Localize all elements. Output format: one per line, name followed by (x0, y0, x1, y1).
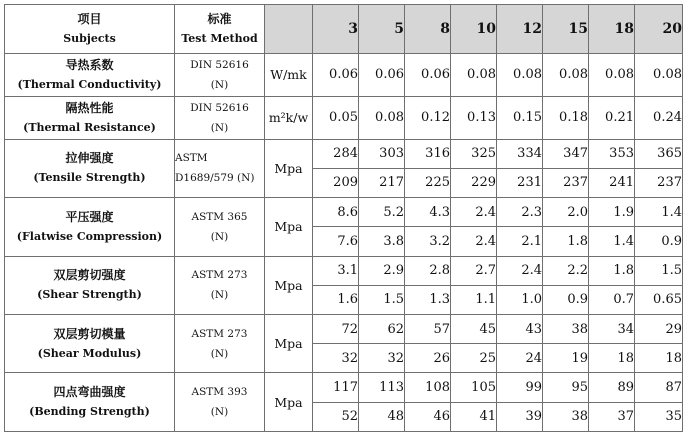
value-cell: 0.06 (405, 54, 451, 97)
value-cell: 0.7 (589, 285, 635, 314)
table-row (5, 96, 683, 139)
subject-en: (Shear Strength) (37, 288, 142, 302)
value-cell: 26 (405, 344, 451, 373)
value-cell: 8.6 (313, 198, 359, 227)
subject-en: (Flatwise Compression) (16, 229, 163, 243)
value-cell: 0.9 (543, 285, 589, 314)
value-cell: 229 (451, 168, 497, 197)
method-line: ASTM 365 (191, 210, 248, 223)
header-method-en: Test Method (181, 32, 258, 46)
value-cell: 217 (359, 168, 405, 197)
method-line: (N) (210, 406, 229, 419)
table-row (5, 54, 683, 97)
method-line: (N) (210, 289, 229, 302)
value-cell: 57 (405, 314, 451, 343)
subject-en: (Thermal Conductivity) (17, 77, 162, 91)
value-cell: 43 (497, 314, 543, 343)
value-cell: 2.7 (451, 256, 497, 285)
value-cell: 48 (359, 402, 405, 431)
value-cell: 72 (313, 314, 359, 343)
value-cell: 39 (497, 402, 543, 431)
value-cell: 1.4 (589, 227, 635, 256)
table-row (5, 256, 683, 285)
subject-zh: 平压强度 (65, 209, 114, 224)
value-cell: 2.1 (497, 227, 543, 256)
value-cell: 353 (589, 139, 635, 168)
value-cell: 0.06 (313, 54, 359, 97)
value-cell: 18 (589, 344, 635, 373)
value-cell: 99 (497, 373, 543, 402)
header-method (175, 5, 265, 54)
value-cell: 303 (359, 139, 405, 168)
value-cell: 0.12 (405, 96, 451, 139)
subject-zh: 双层剪切模量 (53, 326, 126, 341)
value-cell: 237 (543, 168, 589, 197)
value-cell: 37 (589, 402, 635, 431)
header-col: 5 (359, 5, 405, 54)
value-cell: 0.06 (359, 54, 405, 97)
value-cell: 0.65 (635, 285, 683, 314)
value-cell: 87 (635, 373, 683, 402)
header-subject (5, 5, 175, 54)
value-cell: 25 (451, 344, 497, 373)
value-cell: 3.8 (359, 227, 405, 256)
method-line: (N) (210, 121, 229, 134)
unit-cell: W/mk (265, 54, 313, 97)
value-cell: 334 (497, 139, 543, 168)
method-cell (175, 198, 265, 256)
subject-cell (5, 96, 175, 139)
header-col: 12 (497, 5, 543, 54)
subject-zh: 四点弯曲强度 (53, 385, 126, 400)
value-cell: 105 (451, 373, 497, 402)
header-row (5, 5, 683, 54)
value-cell: 24 (497, 344, 543, 373)
value-cell: 3.1 (313, 256, 359, 285)
method-line: ASTM 393 (191, 386, 248, 399)
value-cell: 117 (313, 373, 359, 402)
header-subject-en: Subjects (63, 32, 116, 46)
value-cell: 1.8 (543, 227, 589, 256)
method-cell (175, 373, 265, 432)
value-cell: 0.08 (589, 54, 635, 97)
method-cell (175, 256, 265, 314)
value-cell: 0.05 (313, 96, 359, 139)
subject-en: (Tensile Strength) (33, 171, 146, 185)
value-cell: 1.5 (359, 285, 405, 314)
value-cell: 38 (543, 402, 589, 431)
value-cell: 0.08 (359, 96, 405, 139)
method-cell (175, 314, 265, 372)
value-cell: 347 (543, 139, 589, 168)
value-cell: 0.18 (543, 96, 589, 139)
value-cell: 89 (589, 373, 635, 402)
value-cell: 0.9 (635, 227, 683, 256)
value-cell: 0.08 (451, 54, 497, 97)
subject-cell (5, 373, 175, 432)
value-cell: 0.24 (635, 96, 683, 139)
value-cell: 32 (313, 344, 359, 373)
method-line: ASTM 273 (191, 269, 248, 282)
value-cell: 2.4 (451, 198, 497, 227)
header-col: 20 (635, 5, 683, 54)
value-cell: 325 (451, 139, 497, 168)
value-cell: 0.08 (635, 54, 683, 97)
value-cell: 19 (543, 344, 589, 373)
value-cell: 2.0 (543, 198, 589, 227)
table-row (5, 373, 683, 402)
value-cell: 18 (635, 344, 683, 373)
method-line: D1689/579 (N) (175, 172, 255, 185)
value-cell: 35 (635, 402, 683, 431)
value-cell: 209 (313, 168, 359, 197)
subject-cell (5, 139, 175, 197)
subject-zh: 导热系数 (65, 57, 114, 72)
value-cell: 0.08 (543, 54, 589, 97)
value-cell: 1.0 (497, 285, 543, 314)
method-cell (175, 96, 265, 139)
value-cell: 95 (543, 373, 589, 402)
value-cell: 365 (635, 139, 683, 168)
value-cell: 2.2 (543, 256, 589, 285)
value-cell: 34 (589, 314, 635, 343)
value-cell: 5.2 (359, 198, 405, 227)
subject-cell (5, 54, 175, 97)
value-cell: 1.4 (635, 198, 683, 227)
value-cell: 108 (405, 373, 451, 402)
value-cell: 38 (543, 314, 589, 343)
unit-cell: Mpa (265, 373, 313, 432)
value-cell: 2.4 (497, 256, 543, 285)
value-cell: 0.08 (497, 54, 543, 97)
value-cell: 284 (313, 139, 359, 168)
method-line: ASTM 273 (191, 327, 248, 340)
value-cell: 241 (589, 168, 635, 197)
method-line: ASTM (175, 152, 208, 165)
value-cell: 2.8 (405, 256, 451, 285)
value-cell: 29 (635, 314, 683, 343)
table-row (5, 314, 683, 343)
subject-zh: 双层剪切强度 (53, 268, 126, 283)
table-row (5, 198, 683, 227)
method-line: (N) (210, 230, 229, 243)
unit-cell: Mpa (265, 314, 313, 372)
value-cell: 1.1 (451, 285, 497, 314)
value-cell: 1.6 (313, 285, 359, 314)
value-cell: 231 (497, 168, 543, 197)
value-cell: 0.13 (451, 96, 497, 139)
header-unit-blank (265, 5, 313, 54)
value-cell: 7.6 (313, 227, 359, 256)
subject-en: (Shear Modulus) (37, 346, 142, 360)
value-cell: 225 (405, 168, 451, 197)
value-cell: 45 (451, 314, 497, 343)
value-cell: 2.4 (451, 227, 497, 256)
header-subject-zh: 项目 (77, 12, 102, 27)
method-cell (175, 54, 265, 97)
value-cell: 113 (359, 373, 405, 402)
subject-cell (5, 198, 175, 256)
value-cell: 62 (359, 314, 405, 343)
header-col: 18 (589, 5, 635, 54)
value-cell: 237 (635, 168, 683, 197)
unit-cell: Mpa (265, 139, 313, 197)
header-col: 8 (405, 5, 451, 54)
header-col: 10 (451, 5, 497, 54)
value-cell: 52 (313, 402, 359, 431)
value-cell: 1.8 (589, 256, 635, 285)
method-line: (N) (210, 78, 229, 91)
unit-cell: Mpa (265, 256, 313, 314)
value-cell: 2.3 (497, 198, 543, 227)
value-cell: 46 (405, 402, 451, 431)
value-cell: 41 (451, 402, 497, 431)
value-cell: 32 (359, 344, 405, 373)
value-cell: 2.9 (359, 256, 405, 285)
table-body (5, 5, 683, 432)
subject-cell (5, 256, 175, 314)
value-cell: 1.9 (589, 198, 635, 227)
value-cell: 316 (405, 139, 451, 168)
subject-cell (5, 314, 175, 372)
subject-zh: 隔热性能 (65, 100, 114, 115)
table-row (5, 139, 683, 168)
value-cell: 0.15 (497, 96, 543, 139)
method-line: DIN 52616 (190, 101, 249, 114)
value-cell: 3.2 (405, 227, 451, 256)
value-cell: 1.3 (405, 285, 451, 314)
method-line: DIN 52616 (190, 58, 249, 71)
header-col: 15 (543, 5, 589, 54)
value-cell: 4.3 (405, 198, 451, 227)
header-method-zh: 标准 (207, 12, 232, 27)
subject-en: (Bending Strength) (29, 405, 150, 419)
header-col: 3 (313, 5, 359, 54)
subject-en: (Thermal Resistance) (23, 120, 156, 134)
method-cell (175, 139, 265, 197)
value-cell: 0.21 (589, 96, 635, 139)
unit-cell: Mpa (265, 198, 313, 256)
subject-zh: 拉伸强度 (65, 151, 114, 166)
method-line: (N) (210, 347, 229, 360)
spec-table (4, 4, 683, 432)
value-cell: 1.5 (635, 256, 683, 285)
unit-cell: m²k/w (265, 96, 313, 139)
